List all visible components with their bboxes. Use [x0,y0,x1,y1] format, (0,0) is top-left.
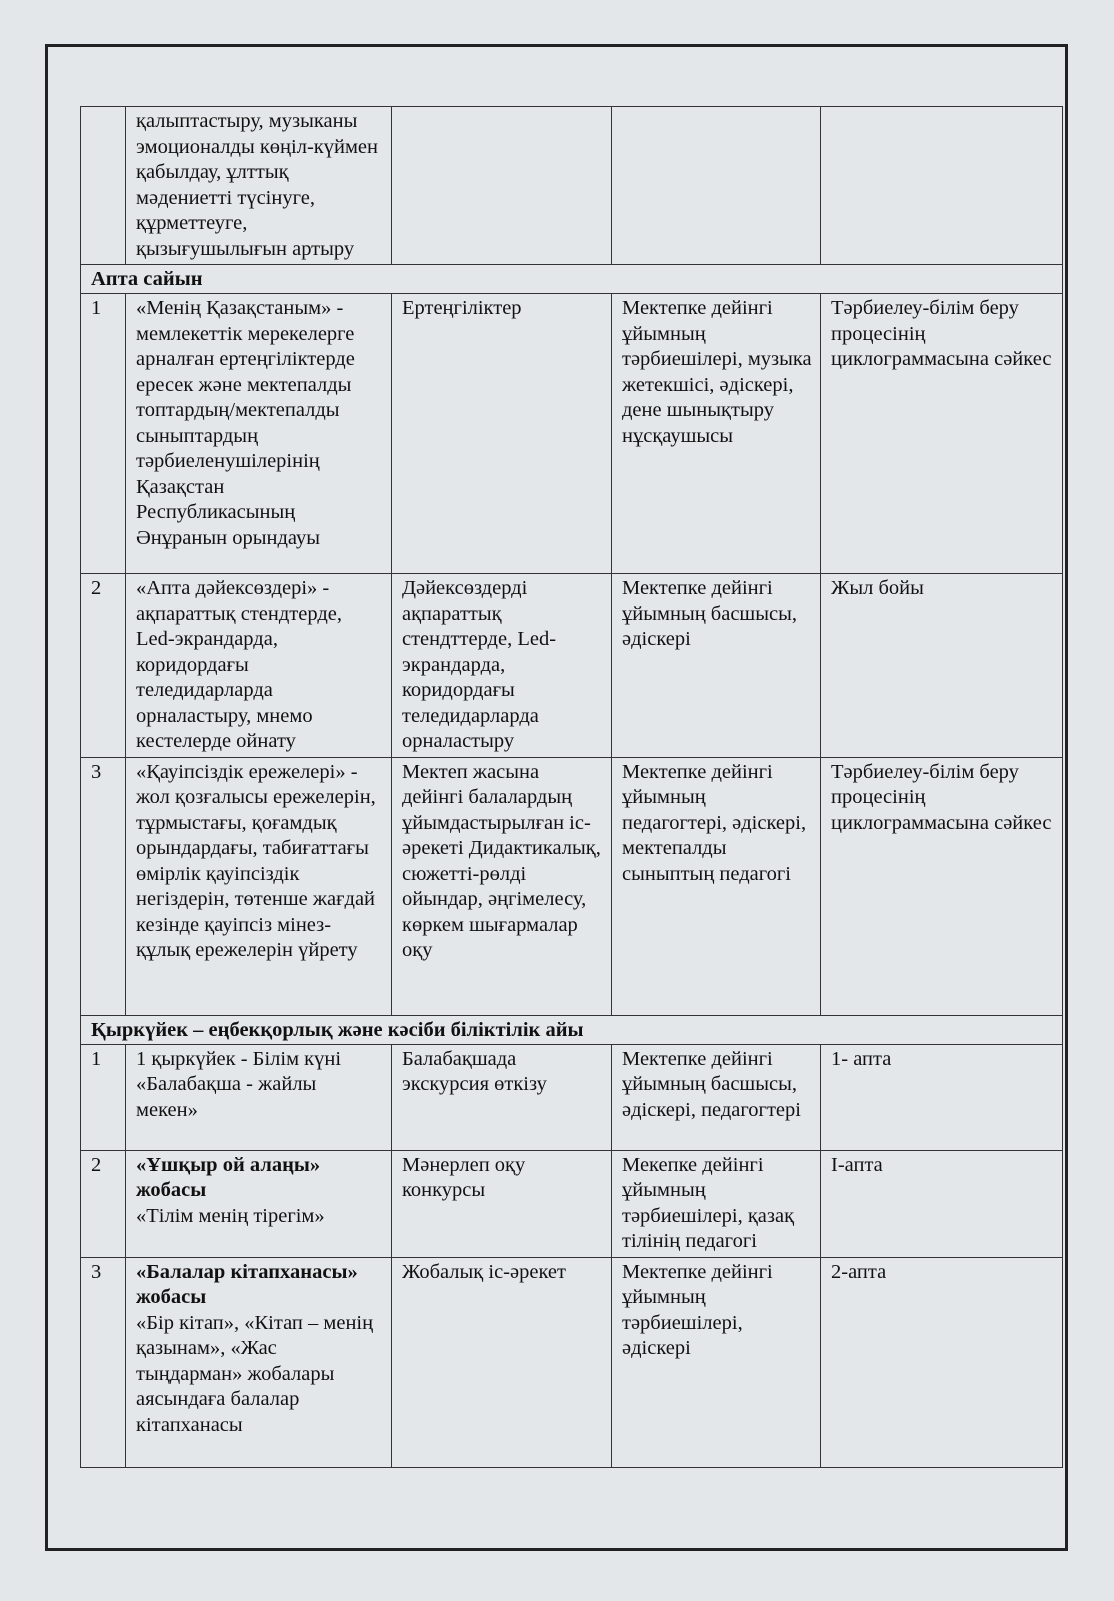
event-cell [126,294,392,574]
event-cell [126,574,392,758]
event-cell [126,1044,392,1150]
form-cell: Мәнерлеп оқу конкурсы [392,1150,612,1257]
section-row [81,265,1063,294]
event-text: қалыптастыру, музыканы эмоционалды көңіл-күймен қабылдау, ұлттық мәдениетті түсінуге, құрметтеуге, қызығушылығын артыру [136,110,378,260]
table-row [81,1044,1063,1150]
event-cell [126,107,392,265]
project-title: «Ұшқыр ой алаңы» жобасы [136,1153,321,1201]
form-cell: Жобалық іс-әрекет [392,1257,612,1467]
row-number: 1 [81,294,126,574]
deadline-cell: 1- апта [821,1044,1063,1150]
plan-table [80,106,1063,1468]
form-cell: Балабақшада экскурсия өткізу [392,1044,612,1150]
event-text: «Тілім менің тірегім» [136,1204,325,1227]
project-title: «Балалар кітапханасы» жобасы [136,1260,358,1308]
table-row [81,757,1063,1015]
deadline-cell: 2-апта [821,1257,1063,1467]
form-cell: Ертеңгіліктер [392,294,612,574]
row-number: 2 [81,574,126,758]
deadline-cell: І-апта [821,1150,1063,1257]
form-cell: Дәйексөздерді ақпараттық стендттерде, Led-экрандарда, коридордағы теледидарларда орналастыру [392,574,612,758]
event-text: «Қауіпсіздік ережелері» - жол қозғалысы ережелерін, тұрмыстағы, қоғамдық орындардағы, табиғаттағы өмірлік қауіпсіздік негіздерін, төтенше жағдай кезінде қауіпсіз мінез-құлық ережелерін үйрету [136,760,376,961]
table-row [81,1150,1063,1257]
section-row [81,1015,1063,1044]
row-number: 3 [81,757,126,1015]
section-title: Қыркүйек – еңбекқорлық және кәсіби біліктілік айы [81,1015,1063,1044]
row-number: 2 [81,1150,126,1257]
table-row [81,107,1063,265]
event-cell [126,757,392,1015]
event-text: «Бір кітап», «Кітап – менің қазынам», «Жас тыңдарман» жобалары аясындаға балалар кітапханасы [136,1311,374,1436]
responsible-cell: Мектепке дейінгі ұйымның педагогтері, әдіскері, мектепалды сыныптың педагогі [612,757,821,1015]
event-cell [126,1257,392,1467]
event-text: 1 қыркүйек - Білім күні «Балабақша - жайлы мекен» [136,1047,342,1121]
table-row [81,574,1063,758]
deadline-cell [821,107,1063,265]
responsible-cell [612,107,821,265]
deadline-cell: Тәрбиелеу-білім беру процесінің циклограммасына сәйкес [821,757,1063,1015]
responsible-cell: Мектепке дейінгі ұйымның басшысы, әдіскері [612,574,821,758]
section-title: Апта сайын [81,265,1063,294]
responsible-cell: Мектепке дейінгі ұйымның тәрбиешілері, әдіскері [612,1257,821,1467]
table-row [81,1257,1063,1467]
deadline-cell: Тәрбиелеу-білім беру процесінің циклограммасына сәйкес [821,294,1063,574]
form-cell [392,107,612,265]
row-number [81,107,126,265]
row-number: 3 [81,1257,126,1467]
row-number: 1 [81,1044,126,1150]
responsible-cell: Мектепке дейінгі ұйымның тәрбиешілері, музыка жетекшісі, әдіскері, дене шынықтыру нұсқаушысы [612,294,821,574]
event-cell [126,1150,392,1257]
responsible-cell: Мекепке дейінгі ұйымның тәрбиешілері, қазақ тілінің педагогі [612,1150,821,1257]
event-text: «Апта дәйексөздері» - ақпараттық стендтерде, Led-экрандарда, коридордағы теледидарларда орналастыру, мнемо кестелерде ойнату [136,577,342,752]
form-cell: Мектеп жасына дейінгі балалардың ұйымдастырылған іс-әрекеті Дидактикалық, сюжетті-рөлді ойындар, әңгімелесу, көркем шығармалар оқу [392,757,612,1015]
event-text: «Менің Қазақстаным» - мемлекеттік мерекелерге арналған ертеңгіліктерде ересек және мектепалды топтардың/мектепалды сыныптардың тәрбиеленушілерінің Қазақстан Республикасының Әнұранын орындауы [136,297,355,549]
table-row [81,294,1063,574]
responsible-cell: Мектепке дейінгі ұйымның басшысы, әдіскері, педагогтері [612,1044,821,1150]
deadline-cell: Жыл бойы [821,574,1063,758]
